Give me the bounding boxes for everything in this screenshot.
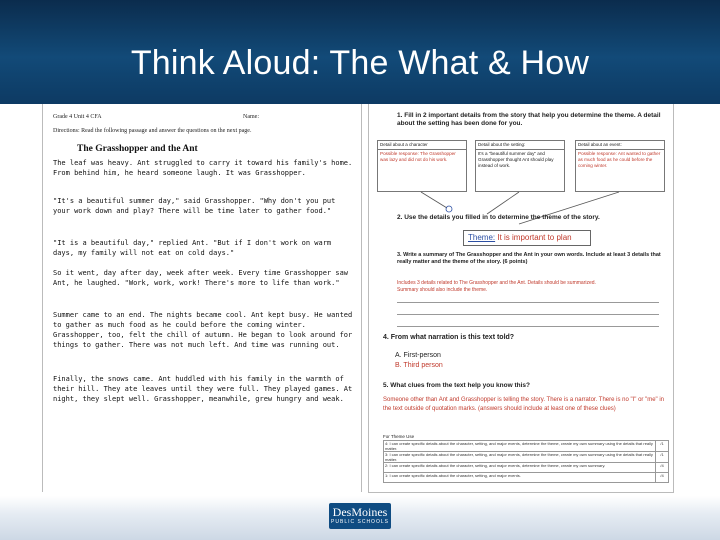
slide-title: Think Aloud: The What & How bbox=[130, 44, 590, 82]
question-3: 3. Write a summary of The Grasshopper and the Ant in your own words. Include at least 3 details that really matter and the theme of the story. (6 points) bbox=[397, 252, 661, 265]
rubric-criterion: 3: I can create specific details about the character, setting, and major events, determine the theme, create my own summary using the details that really matter. bbox=[384, 452, 656, 463]
arrow-head bbox=[446, 206, 452, 212]
detail-box-answer: It's a "beautiful summer day" and Grasshopper thought Ant should play instead of work. bbox=[478, 151, 554, 168]
detail-box-answer: Possible response: The Grasshopper was lazy and did not do his work. bbox=[380, 151, 456, 162]
arrow-line bbox=[487, 192, 519, 214]
rubric-label: For Theme Use bbox=[383, 434, 415, 439]
answer-line bbox=[397, 302, 659, 303]
detail-box-heading: Detail about an event: bbox=[576, 141, 664, 150]
detail-box-heading: Detail about the setting: bbox=[476, 141, 564, 150]
rubric-row bbox=[384, 441, 669, 452]
theme-label: Theme: bbox=[468, 233, 496, 242]
question-1: 1. Fill in 2 important details from the story that help you determine the theme. A detail about the setting has been done for you. bbox=[397, 112, 661, 127]
story-paragraph: Finally, the snows came. Ant huddled with his family in the warmth of their hill. They ate leaves until they were full. They played games. At night, they slept well. Grasshopper, meanwhile, grew hungry and weak. bbox=[53, 375, 353, 403]
story-paragraph: The leaf was heavy. Ant struggled to carry it toward his family's home. From behind him, he heard someone laugh. It was Grasshopper. bbox=[53, 159, 353, 177]
rubric-criterion: 2: I can create specific details about the character, setting, and major events, determine the theme, create my own summary. bbox=[384, 463, 656, 473]
story-paragraph: So it went, day after day, week after week. Every time Grasshopper saw Ant, he laughed. "Work, work, work! There's more to life than work." bbox=[53, 269, 349, 287]
rubric-points: /4 bbox=[656, 473, 669, 483]
detail-box-answer: Possible response: Ant wanted to gather as much food as he could before the coming winter. bbox=[578, 151, 661, 168]
question-4: 4. From what narration is this text told? bbox=[383, 334, 515, 341]
theme-answer-box bbox=[463, 230, 591, 246]
des-moines-public-schools-logo bbox=[329, 503, 391, 529]
logo-main-text: DesMoines bbox=[332, 505, 388, 519]
question-5: 5. What clues from the text help you know this? bbox=[383, 382, 530, 389]
worksheet-directions: Directions: Read the following passage and answer the questions on the next page. bbox=[53, 128, 252, 134]
rubric-points: /1 bbox=[656, 452, 669, 463]
arrow-line bbox=[421, 192, 447, 208]
rubric-points: /1 bbox=[656, 441, 669, 452]
rubric-criterion: 4: I can create specific details about the character, setting, and major events, determine the theme, create my own summary using the details that really matter. bbox=[384, 441, 656, 452]
question-4-option: A. First-person bbox=[395, 352, 441, 359]
rubric-points: /4 bbox=[656, 463, 669, 473]
question-2: 2. Use the details you filled in to determine the theme of the story. bbox=[397, 214, 600, 221]
question-5-answer: Someone other than Ant and Grasshopper is telling the story. There is a narrator. There is no "I" or "me" in the text outside of quotation marks. (answers should include at least one of these clues) bbox=[383, 397, 665, 412]
answer-line bbox=[397, 314, 659, 315]
question-3-note: Includes 3 details related to The Grasshopper and the Ant. Details should be summarized. bbox=[397, 280, 596, 286]
logo-sub-text: PUBLIC SCHOOLS bbox=[331, 519, 389, 525]
story-title: The Grasshopper and the Ant bbox=[77, 144, 198, 154]
connector-arrows bbox=[369, 104, 673, 244]
rubric-row bbox=[384, 463, 669, 473]
rubric-table bbox=[383, 440, 669, 483]
worksheet-left-page bbox=[42, 104, 362, 492]
story-paragraph: "It is a beautiful day," replied Ant. "But if I don't work on warm days, my family will not eat on cold days." bbox=[53, 239, 332, 257]
question-4-option: B. Third person bbox=[395, 362, 443, 369]
rubric-row bbox=[384, 473, 669, 483]
worksheet-grade-unit: Grade 4 Unit 4 CFA bbox=[53, 114, 102, 120]
worksheet-right-page bbox=[368, 104, 674, 493]
theme-value: It is important to plan bbox=[495, 233, 572, 242]
detail-box-heading: Detail about a character bbox=[378, 141, 466, 150]
slide-header bbox=[0, 0, 720, 104]
rubric-criterion: 1: I can create specific details about the character, setting, and major events. bbox=[384, 473, 656, 483]
rubric-row bbox=[384, 452, 669, 463]
answer-line bbox=[397, 326, 659, 327]
story-paragraph: "It's a beautiful summer day," said Grasshopper. "Why don't you put your work down and play? There will be time later to gather food." bbox=[53, 197, 336, 215]
story-paragraph: Summer came to an end. The nights became cool. Ant kept busy. He wanted to gather as much food as he could before the coming winter. Grasshopper, too, felt the chill of autumn. He began to look around for things to gather. There was not much left. And time was running out. bbox=[53, 311, 353, 349]
worksheet-name-label: Name: bbox=[243, 114, 259, 120]
question-3-note: Summary should also include the theme. bbox=[397, 287, 488, 293]
